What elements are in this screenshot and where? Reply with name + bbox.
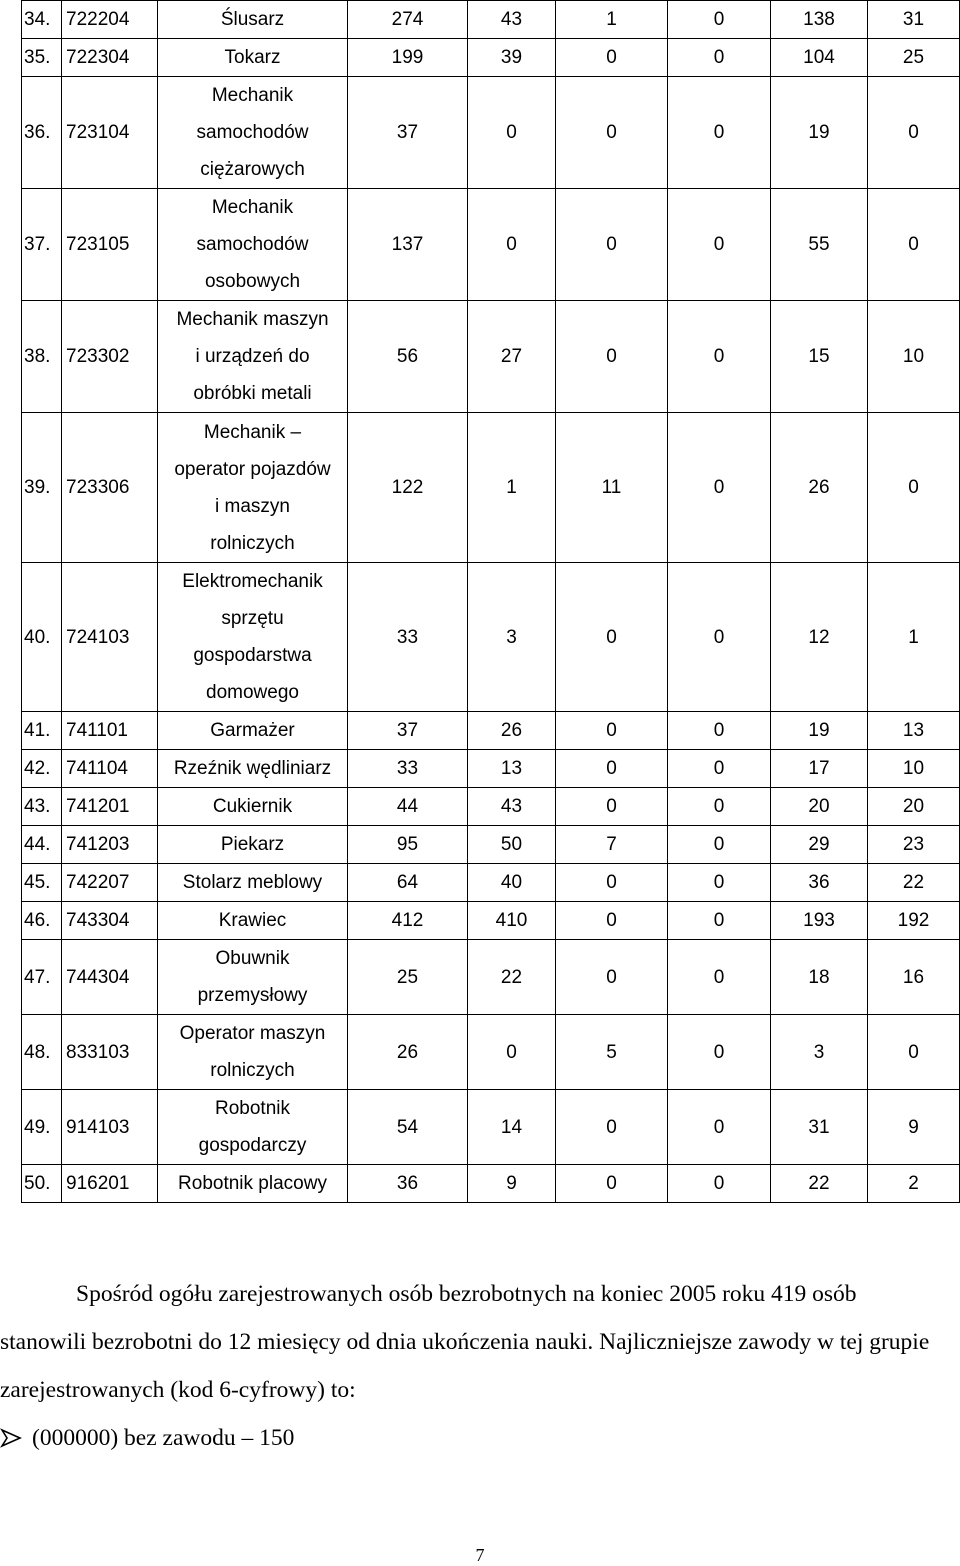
table-row: [22, 940, 960, 1015]
table-row: [22, 189, 960, 301]
value-cell: 138: [771, 1, 868, 39]
value-cell: 0: [556, 39, 668, 77]
occupation-code: 722304: [62, 39, 158, 77]
table-row: [22, 413, 960, 563]
value-cell: 0: [868, 413, 960, 563]
value-cell: 15: [771, 301, 868, 413]
value-cell: 13: [868, 712, 960, 750]
value-cell: 37: [348, 77, 468, 189]
occupation-code: 914103: [62, 1090, 158, 1165]
value-cell: 3: [468, 563, 556, 712]
occupation-name-line: rolniczych: [210, 532, 295, 554]
table-row: [22, 1015, 960, 1090]
row-number: 39.: [22, 413, 62, 563]
value-cell: 0: [668, 1, 771, 39]
value-cell: 137: [348, 189, 468, 301]
value-cell: 0: [556, 902, 668, 940]
occupation-name: [158, 563, 348, 712]
row-number: 42.: [22, 750, 62, 788]
value-cell: 36: [771, 864, 868, 902]
value-cell: 44: [348, 788, 468, 826]
occupation-code: 742207: [62, 864, 158, 902]
row-number: 48.: [22, 1015, 62, 1090]
occupation-name: [158, 39, 348, 77]
occupation-name: [158, 77, 348, 189]
value-cell: 412: [348, 902, 468, 940]
page-number: 7: [475, 1545, 485, 1565]
occupation-code: 723104: [62, 77, 158, 189]
value-cell: 0: [668, 1165, 771, 1203]
occupation-code: 741101: [62, 712, 158, 750]
occupation-name-line: operator pojazdów: [174, 458, 331, 480]
occupation-name-line: Robotnik placowy: [178, 1173, 327, 1194]
value-cell: 22: [771, 1165, 868, 1203]
value-cell: 0: [556, 77, 668, 189]
value-cell: 0: [556, 940, 668, 1015]
value-cell: 37: [348, 712, 468, 750]
bullet-list: [0, 1414, 600, 1462]
value-cell: 0: [556, 864, 668, 902]
value-cell: 0: [868, 77, 960, 189]
value-cell: 0: [556, 712, 668, 750]
value-cell: 40: [468, 864, 556, 902]
value-cell: 0: [668, 788, 771, 826]
row-number: 38.: [22, 301, 62, 413]
row-number: 34.: [22, 1, 62, 39]
occupation-code: 741104: [62, 750, 158, 788]
occupation-name: [158, 712, 348, 750]
occupation-code: 744304: [62, 940, 158, 1015]
table-body: [22, 1, 960, 1203]
table-row: [22, 39, 960, 77]
value-cell: 274: [348, 1, 468, 39]
occupation-name-line: Garmażer: [210, 720, 295, 741]
row-number: 35.: [22, 39, 62, 77]
occupation-name-line: Cukiernik: [212, 796, 293, 817]
occupation-name-line: Mechanik: [211, 85, 294, 106]
value-cell: 33: [348, 563, 468, 712]
value-cell: 10: [868, 750, 960, 788]
value-cell: 56: [348, 301, 468, 413]
occupation-name-line: i maszyn: [215, 495, 290, 517]
occupation-name-line: i urządzeń do: [195, 346, 310, 367]
bullet-text: (000000) bez zawodu – 150: [32, 1425, 295, 1451]
value-cell: 43: [468, 1, 556, 39]
occupation-name: [158, 1015, 348, 1090]
value-cell: 0: [668, 189, 771, 301]
value-cell: 7: [556, 826, 668, 864]
occupation-name-line: Obuwnik: [215, 948, 290, 969]
value-cell: 25: [348, 940, 468, 1015]
occupation-name-line: sprzętu: [221, 608, 284, 629]
row-number: 46.: [22, 902, 62, 940]
occupation-code: 741203: [62, 826, 158, 864]
table-row: [22, 1090, 960, 1165]
value-cell: 3: [771, 1015, 868, 1090]
occupation-name: [158, 413, 348, 563]
occupation-code: 722204: [62, 1, 158, 39]
value-cell: 29: [771, 826, 868, 864]
occupation-name: [158, 1, 348, 39]
occupation-name: [158, 902, 348, 940]
value-cell: 50: [468, 826, 556, 864]
value-cell: 20: [771, 788, 868, 826]
row-number: 41.: [22, 712, 62, 750]
value-cell: 18: [771, 940, 868, 1015]
arrow-bullet-icon: [0, 1414, 32, 1462]
occupation-name: [158, 826, 348, 864]
value-cell: 36: [348, 1165, 468, 1203]
row-number: 37.: [22, 189, 62, 301]
occupation-code: 833103: [62, 1015, 158, 1090]
occupation-name: [158, 189, 348, 301]
occupation-code: 741201: [62, 788, 158, 826]
value-cell: 33: [348, 750, 468, 788]
value-cell: 31: [771, 1090, 868, 1165]
value-cell: 20: [868, 788, 960, 826]
value-cell: 64: [348, 864, 468, 902]
row-number: 43.: [22, 788, 62, 826]
occupation-name: [158, 940, 348, 1015]
occupation-name: [158, 1165, 348, 1203]
occupation-name-line: samochodów: [196, 234, 309, 255]
occupation-name-line: Mechanik: [211, 197, 294, 218]
value-cell: 17: [771, 750, 868, 788]
value-cell: 55: [771, 189, 868, 301]
value-cell: 0: [556, 563, 668, 712]
value-cell: 0: [668, 563, 771, 712]
value-cell: 0: [556, 788, 668, 826]
value-cell: 0: [668, 413, 771, 563]
table-row: [22, 712, 960, 750]
value-cell: 0: [468, 77, 556, 189]
occupation-name-line: osobowych: [204, 271, 301, 292]
table-row: [22, 750, 960, 788]
value-cell: 0: [668, 902, 771, 940]
occupation-name-line: przemysłowy: [197, 985, 308, 1006]
occupation-table: [21, 0, 960, 1203]
value-cell: 0: [668, 750, 771, 788]
value-cell: 9: [468, 1165, 556, 1203]
occupation-name: [158, 788, 348, 826]
value-cell: 0: [668, 77, 771, 189]
value-cell: 13: [468, 750, 556, 788]
occupation-name-line: Rzeźnik wędliniarz: [173, 758, 332, 779]
value-cell: 0: [668, 712, 771, 750]
table-row: [22, 563, 960, 712]
value-cell: 23: [868, 826, 960, 864]
value-cell: 2: [868, 1165, 960, 1203]
occupation-code: 723306: [62, 413, 158, 563]
value-cell: 0: [668, 826, 771, 864]
occupation-name-line: Mechanik –: [203, 421, 302, 443]
occupation-name-line: ciężarowych: [200, 159, 305, 180]
occupation-name: [158, 1090, 348, 1165]
value-cell: 95: [348, 826, 468, 864]
row-number: 44.: [22, 826, 62, 864]
occupation-name-line: Operator maszyn: [179, 1023, 326, 1044]
table-row: [22, 826, 960, 864]
value-cell: 0: [868, 1015, 960, 1090]
value-cell: 0: [468, 189, 556, 301]
value-cell: 9: [868, 1090, 960, 1165]
value-cell: 22: [868, 864, 960, 902]
occupation-name-line: Krawiec: [218, 910, 287, 931]
value-cell: 0: [556, 1090, 668, 1165]
occupation-name: [158, 750, 348, 788]
occupation-name-line: domowego: [206, 682, 299, 703]
value-cell: 0: [668, 1015, 771, 1090]
table-row: [22, 902, 960, 940]
occupation-code: 916201: [62, 1165, 158, 1203]
occupation-name-line: Mechanik maszyn: [176, 309, 329, 330]
value-cell: 0: [668, 301, 771, 413]
row-number: 47.: [22, 940, 62, 1015]
value-cell: 31: [868, 1, 960, 39]
row-number: 36.: [22, 77, 62, 189]
row-number: 50.: [22, 1165, 62, 1203]
occupation-code: 723302: [62, 301, 158, 413]
occupation-name: [158, 864, 348, 902]
value-cell: 10: [868, 301, 960, 413]
value-cell: 1: [868, 563, 960, 712]
occupation-name-line: Robotnik: [215, 1098, 290, 1119]
value-cell: 193: [771, 902, 868, 940]
value-cell: 410: [468, 902, 556, 940]
summary-paragraph: Spośród ogółu zarejestrowanych osób bezrobotnych na koniec 2005 roku 419 osób stanowili bezrobotni do 12 miesięcy od dnia ukończenia nauki. Najliczniejsze zawody w tej grupie zarejestrowanych (kod 6-cyfrowy) to:: [0, 1281, 930, 1403]
table-row: [22, 788, 960, 826]
value-cell: 104: [771, 39, 868, 77]
value-cell: 0: [668, 940, 771, 1015]
value-cell: 19: [771, 77, 868, 189]
value-cell: 26: [771, 413, 868, 563]
value-cell: 11: [556, 413, 668, 563]
occupation-name-line: gospodarczy: [198, 1135, 307, 1156]
value-cell: 199: [348, 39, 468, 77]
table-row: [22, 1, 960, 39]
occupation-code: 724103: [62, 563, 158, 712]
value-cell: 14: [468, 1090, 556, 1165]
value-cell: 0: [556, 301, 668, 413]
occupation-code: 743304: [62, 902, 158, 940]
value-cell: 122: [348, 413, 468, 563]
value-cell: 22: [468, 940, 556, 1015]
value-cell: 19: [771, 712, 868, 750]
value-cell: 26: [468, 712, 556, 750]
value-cell: 16: [868, 940, 960, 1015]
occupation-name-line: Ślusarz: [220, 9, 285, 30]
table-row: [22, 1165, 960, 1203]
value-cell: 0: [668, 39, 771, 77]
value-cell: 27: [468, 301, 556, 413]
table-row: [22, 301, 960, 413]
value-cell: 39: [468, 39, 556, 77]
value-cell: 0: [556, 189, 668, 301]
value-cell: 0: [556, 1165, 668, 1203]
occupation-code: 723105: [62, 189, 158, 301]
value-cell: 5: [556, 1015, 668, 1090]
value-cell: 25: [868, 39, 960, 77]
value-cell: 0: [668, 1090, 771, 1165]
value-cell: 0: [868, 189, 960, 301]
value-cell: 192: [868, 902, 960, 940]
row-number: 49.: [22, 1090, 62, 1165]
occupation-name-line: obróbki metali: [193, 383, 312, 404]
value-cell: 0: [468, 1015, 556, 1090]
occupation-name: [158, 301, 348, 413]
table-row: [22, 77, 960, 189]
value-cell: 43: [468, 788, 556, 826]
row-number: 45.: [22, 864, 62, 902]
occupation-name-line: rolniczych: [210, 1060, 295, 1081]
occupation-name-line: Piekarz: [220, 834, 285, 855]
table-row: [22, 864, 960, 902]
row-number: 40.: [22, 563, 62, 712]
occupation-name-line: gospodarstwa: [193, 645, 312, 666]
occupation-name-line: samochodów: [196, 122, 309, 143]
value-cell: 1: [556, 1, 668, 39]
value-cell: 26: [348, 1015, 468, 1090]
value-cell: 12: [771, 563, 868, 712]
value-cell: 54: [348, 1090, 468, 1165]
occupation-name-line: Stolarz meblowy: [182, 872, 323, 893]
value-cell: 1: [468, 413, 556, 563]
occupation-name-line: Elektromechanik: [182, 571, 323, 592]
value-cell: 0: [556, 750, 668, 788]
occupation-name-line: Tokarz: [224, 47, 281, 68]
value-cell: 0: [668, 864, 771, 902]
